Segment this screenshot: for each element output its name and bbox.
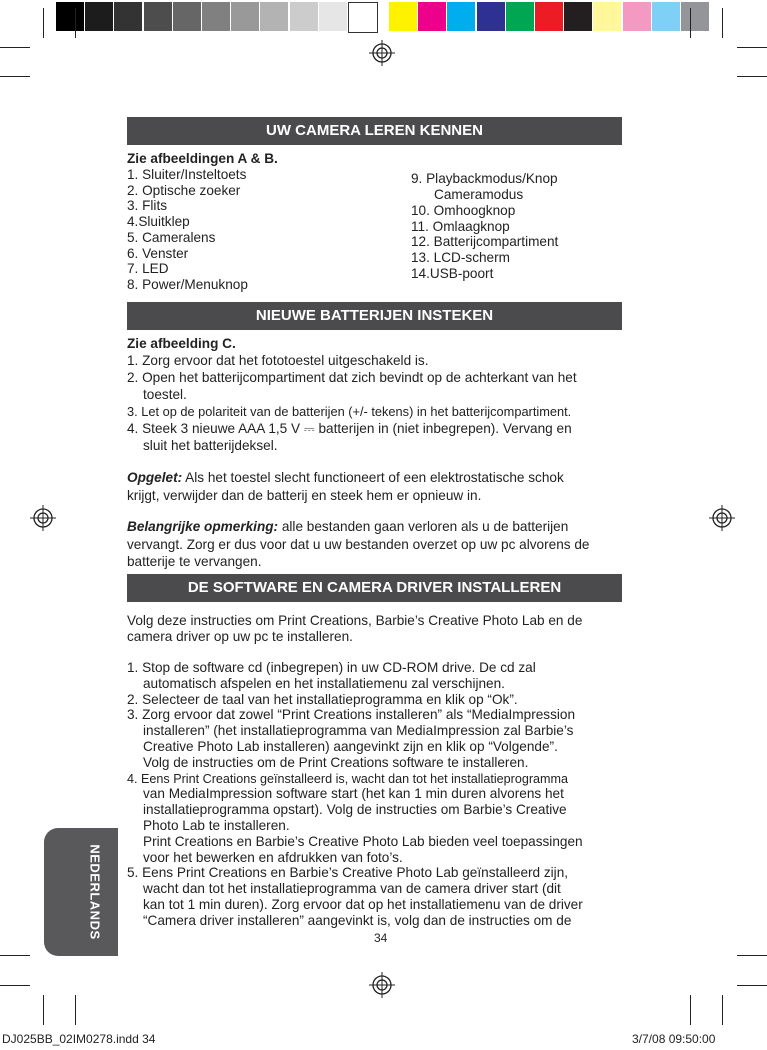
crop-mark	[43, 8, 44, 38]
list-item: 3. Let op de polariteit van de batterijen (+/- tekens) in het batterijcompartiment.	[127, 404, 572, 419]
page-number: 34	[374, 931, 388, 945]
gray-swatch	[114, 2, 142, 31]
color-swatch	[447, 2, 475, 31]
list-item: installatieprogramma opstart). Volg de instructies om Barbie’s Creative	[143, 802, 567, 818]
list-item: 10. Omhoogknop	[411, 203, 516, 218]
list-item: toestel.	[143, 387, 187, 402]
language-tab	[44, 828, 118, 956]
figure-reference: Zie afbeeldingen A & B.	[127, 151, 278, 166]
list-item: 1. Stop de software cd (inbegrepen) in uw CD-ROM drive. De cd zal	[127, 660, 536, 675]
list-item: van MediaImpression software start (het kan 1 min duren alvorens het	[143, 786, 564, 802]
gray-swatch	[85, 2, 113, 31]
note-caution: krijgt, verwijder dan de batterij en steek hem er opnieuw in.	[127, 488, 482, 503]
list-item: installeren” (het installatieprogramma van MediaImpression zal Barbie’s	[143, 723, 574, 739]
footer-filename: DJ025BB_02IM0278.indd 34	[2, 1032, 156, 1046]
note-label: Opgelet:	[127, 470, 183, 485]
list-item: Print Creations en Barbie’s Creative Photo Lab bieden veel toepassingen	[143, 833, 583, 849]
gray-swatch	[144, 2, 172, 31]
color-swatch	[652, 2, 680, 31]
note-caution: Opgelet: Als het toestel slecht functioneert of een elektrostatische schok	[127, 470, 564, 485]
gray-swatch	[348, 2, 378, 33]
crop-mark	[0, 955, 30, 956]
color-swatch	[681, 2, 709, 31]
color-swatch	[623, 2, 651, 31]
crop-mark	[0, 76, 30, 77]
registration-mark-icon	[30, 505, 56, 531]
list-item: 4. Steek 3 nieuwe AAA 1,5 V ⎓ batterijen in (niet inbegrepen). Vervang en	[127, 421, 572, 436]
crop-mark	[690, 995, 691, 1025]
list-item: automatisch afspelen en het installatiemenu zal verschijnen.	[143, 675, 505, 691]
list-item: 5. Cameralens	[127, 229, 216, 245]
list-item: 12. Batterijcompartiment	[411, 234, 559, 250]
color-swatch	[535, 2, 563, 31]
list-item: Creative Photo Lab installeren) aangevinkt zijn en klik op “Volgende”.	[143, 739, 558, 754]
gray-swatch	[260, 2, 288, 31]
list-item: “Camera driver installeren” aangevinkt is, volg dan de instructies om de	[143, 912, 572, 928]
list-item: Volg de instructies om de Print Creations software te installeren.	[143, 754, 529, 770]
color-swatch	[389, 2, 417, 31]
note-important: vervangt. Zorg er dus voor dat u uw bestanden overzet op uw pc alvorens de	[127, 537, 590, 552]
crop-mark	[722, 995, 723, 1025]
color-swatch	[564, 2, 592, 31]
crop-mark	[737, 47, 767, 48]
list-item: 1. Zorg ervoor dat het fototoestel uitgeschakeld is.	[127, 353, 429, 368]
list-item: 3. Zorg ervoor dat zowel “Print Creations installeren” als “MediaImpression	[127, 707, 576, 723]
list-item: 3. Flits	[127, 198, 168, 214]
section-heading-batteries: NIEUWE BATTERIJEN INSTEKEN	[127, 302, 622, 330]
list-item: 13. LCD-scherm	[411, 250, 510, 266]
registration-mark-icon	[369, 972, 395, 998]
crop-mark	[75, 8, 76, 38]
section-heading-software: DE SOFTWARE EN CAMERA DRIVER INSTALLEREN	[127, 574, 622, 602]
list-item: 4.Sluitklep	[127, 214, 190, 230]
color-swatch	[477, 2, 505, 31]
footer-date: 3/7/08 09:50:00	[632, 1032, 716, 1046]
crop-mark	[690, 8, 691, 38]
crop-mark	[0, 47, 30, 48]
list-item: 2. Optische zoeker	[127, 182, 241, 198]
list-item: 11. Omlaagknop	[411, 218, 510, 234]
figure-reference: Zie afbeelding C.	[127, 336, 236, 351]
gray-swatch	[319, 2, 347, 31]
list-item: 7. LED	[127, 261, 169, 277]
crop-mark	[0, 985, 30, 986]
list-item: 6. Venster	[127, 245, 189, 261]
crop-mark	[737, 76, 767, 77]
list-item: 8. Power/Menuknop	[127, 276, 248, 292]
crop-mark	[737, 955, 767, 956]
list-item: wacht dan tot het installatieprogramma van de camera driver start (dit	[143, 881, 561, 897]
list-item: Photo Lab te installeren.	[143, 818, 290, 833]
list-item: 5. Eens Print Creations en Barbie’s Creative Photo Lab geïnstalleerd zijn,	[127, 865, 569, 881]
list-item: kan tot 1 min duren). Zorg ervoor dat op het installatiemenu van de driver	[143, 897, 583, 912]
intro-text: Volg deze instructies om Print Creations, Barbie’s Creative Photo Lab en de	[127, 613, 583, 628]
gray-swatch	[173, 2, 201, 31]
crop-mark	[722, 8, 723, 38]
gray-swatch	[290, 2, 318, 31]
section-heading-camera: UW CAMERA LEREN KENNEN	[127, 117, 622, 145]
color-swatch	[506, 2, 534, 31]
list-item: 2. Selecteer de taal van het installatieprogramma en klik op “Ok”.	[127, 691, 518, 707]
list-item: 1. Sluiter/Insteltoets	[127, 167, 247, 182]
gray-swatch	[231, 2, 259, 31]
note-important: batterije te vervangen.	[127, 554, 262, 569]
list-item: 14.USB-poort	[411, 265, 494, 281]
color-swatch	[593, 2, 621, 31]
language-tab-label: NEDERLANDS	[87, 844, 103, 940]
crop-mark	[43, 995, 44, 1025]
list-item: 2. Open het batterijcompartiment dat zich bevindt op de achterkant van het	[127, 370, 577, 385]
list-item: sluit het batterijdeksel.	[143, 438, 278, 453]
intro-text: camera driver op uw pc te installeren.	[127, 629, 353, 644]
crop-mark	[75, 995, 76, 1025]
list-item: voor het bewerken en afdrukken van foto’s.	[143, 849, 403, 865]
color-swatch	[418, 2, 446, 31]
list-item: 9. Playbackmodus/Knop	[411, 171, 558, 186]
list-item: Cameramodus	[434, 187, 524, 202]
registration-mark-icon	[709, 505, 735, 531]
note-important: Belangrijke opmerking: alle bestanden gaan verloren als u de batterijen	[127, 519, 569, 534]
crop-mark	[737, 985, 767, 986]
gray-swatch	[202, 2, 230, 31]
list-item: 4. Eens Print Creations geïnstalleerd is, wacht dan tot het installatieprogramma	[127, 771, 569, 786]
gray-swatch	[56, 2, 84, 31]
registration-mark-icon	[369, 40, 395, 66]
note-label: Belangrijke opmerking:	[127, 519, 279, 534]
